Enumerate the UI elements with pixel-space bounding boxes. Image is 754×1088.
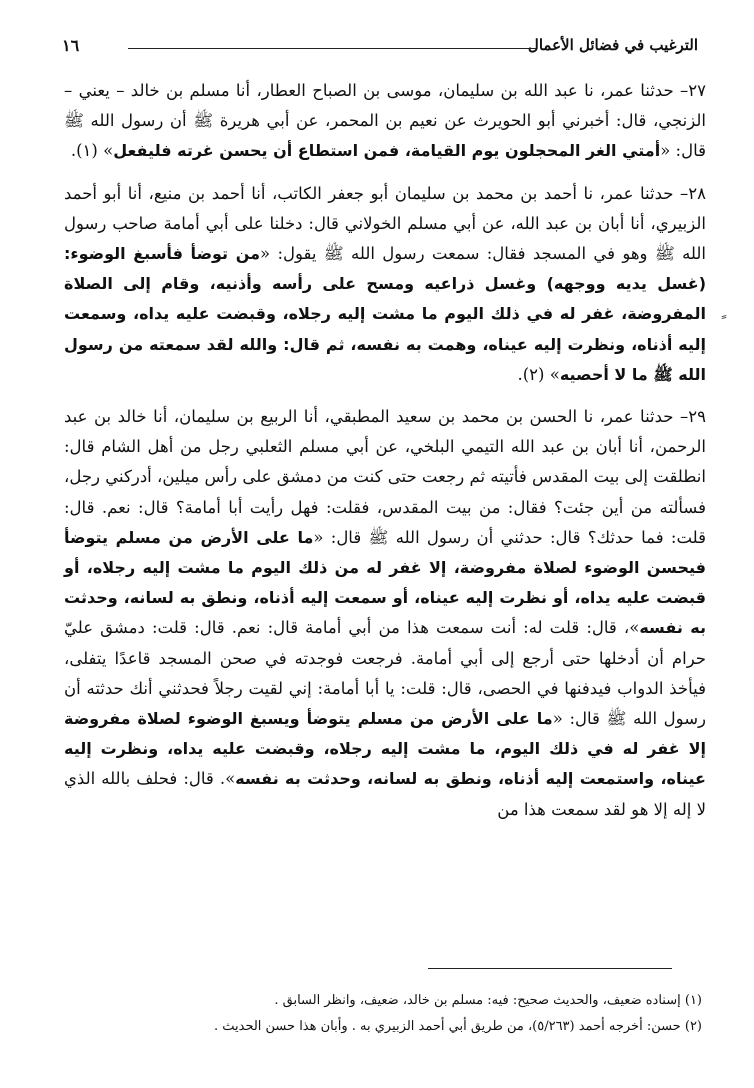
hadith-28	[64, 179, 706, 390]
hadith-28-ref: » (٢).	[517, 364, 560, 384]
book-title: الترغيب في فضائل الأعمال	[527, 36, 698, 54]
footnotes	[64, 988, 702, 1040]
page-number: ١٦	[62, 36, 80, 55]
hadith-29-matn-2: ما على الأرض من مسلم يتوضأ ويسبغ الوضوء لصلاة مفروضة إلا غفر له في ذلك اليوم، ما مشت إليه رجلاه، وقبضت عليه يداه، ونظرت إليه عيناه، واستمعت إليه أذناه، ونطق به لسانه، وحدثت به نفسه	[64, 709, 706, 789]
hadith-29-isnad: ٢٩– حدثنا عمر، نا الحسن بن محمد بن سعيد المطبقي، أنا الربيع بن سليمان، أنا خالد بن عبد الرحمن، أنا أبان بن عبد الله التيمي البلخي، عن أبي مسلم الثعلبي رجل من أهل الشام قال: انطلقت إلى بيت المقدس فأتيته ثم رجعت حتى كنت من دمشق على رأس ميلين، أدركني رجل، فسألته من أين جئت؟ فقال: من بيت المقدس، فقلت: فهل رأيت أبا أمامة؟ قال: نعم. قال: قلت: فما حدثك؟ قال: حدثني أن رسول الله ﷺ قال: «	[64, 407, 706, 547]
hadith-27	[64, 76, 706, 167]
hadith-29-ending: ». قال: فحلف بالله الذي لا إله إلا هو لقد سمعت هذا من	[64, 769, 706, 819]
hadith-27-matn: أمتي الغر المحجلون يوم القيامة، فمن استطاع أن يحسن غرته فليفعل	[113, 141, 661, 161]
footnote-2: (٢) حسن: أخرجه أحمد (٥/٢٦٣)، من طريق أبي أحمد الزبيري به . وأبان هذا حسن الحديث .	[213, 1019, 702, 1034]
footnote-separator	[428, 968, 672, 969]
header-rule	[128, 48, 536, 49]
hadith-27-isnad: ٢٧– حدثنا عمر، نا عبد الله بن سليمان، موسى بن الصباح العطار، أنا مسلم بن خالد – يعني – الزنجي، قال: أخبرني أبو الحويرث عن نعيم بن المحمر، عن أبي هريرة ﷺ أن رسول الله ﷺ قال: «	[64, 81, 706, 161]
main-text	[64, 76, 706, 837]
hadith-29-narrative: »، قال: قلت له: أنت سمعت هذا من أبي أمامة قال: نعم. قال: قلت: دمشق عليّ حرام أن أدخلها حتى أرجع إلى أبي أمامة. فرجعت فوجدته في صحن المسجد قاعدًا يتفلى، فيأخذ الدواب فيدفنها في الحصى، قال: قلت: يا أبا أمامة: إني لقيت رجلاً فحدثني أنك حدثته أن رسول الله ﷺ قال: «	[64, 618, 706, 729]
hadith-28-isnad: ٢٨– حدثنا عمر، نا أحمد بن محمد بن سليمان أبو جعفر الكاتب، أنا أحمد بن منيع، أنا أبو أحمد الزبيري، أنا أبان بن عبد الله، عن أبي مسلم الخولاني قال: دخلنا على أبي أمامة صاحب رسول الله ﷺ وهو في المسجد فقال: سمعت رسول الله ﷺ يقول: «	[64, 183, 707, 264]
hadith-28-matn: من توضأ فأسبغ الوضوء: (غسل يديه ووجهه) وغسل ذراعيه ومسح على رأسه وأذنيه، وقام إلى الصلاة المفروضة، غفر له في ذلك اليوم ما مشت إليه رجلاه، وقبضت عليه يداه، وسمعت إليه أذناه، ونظرت إليه عيناه، وهمت به نفسه، ثم قال: والله لقد سمعته من رسول الله ﷺ ما لا أحصيه	[64, 244, 706, 384]
hadith-27-ref: » (١).	[70, 141, 114, 161]
hadith-29-matn: ما على الأرض من مسلم يتوضأ فيحسن الوضوء لصلاة مفروضة، إلا غفر له من ذلك اليوم ما مشت إليه رجلاه، أو قبضت عليه يداه، أو نظرت إليه عيناه، أو سمعت إليه أذناه، ونطق به لسانه، وحدثت به نفسه	[64, 527, 706, 638]
footnote-1: (١) إسناده ضعيف، والحديث صحيح: فيه: مسلم بن خالد، ضعيف، وانظر السابق .	[274, 993, 702, 1008]
running-header	[48, 36, 706, 58]
hadith-29	[64, 402, 706, 825]
